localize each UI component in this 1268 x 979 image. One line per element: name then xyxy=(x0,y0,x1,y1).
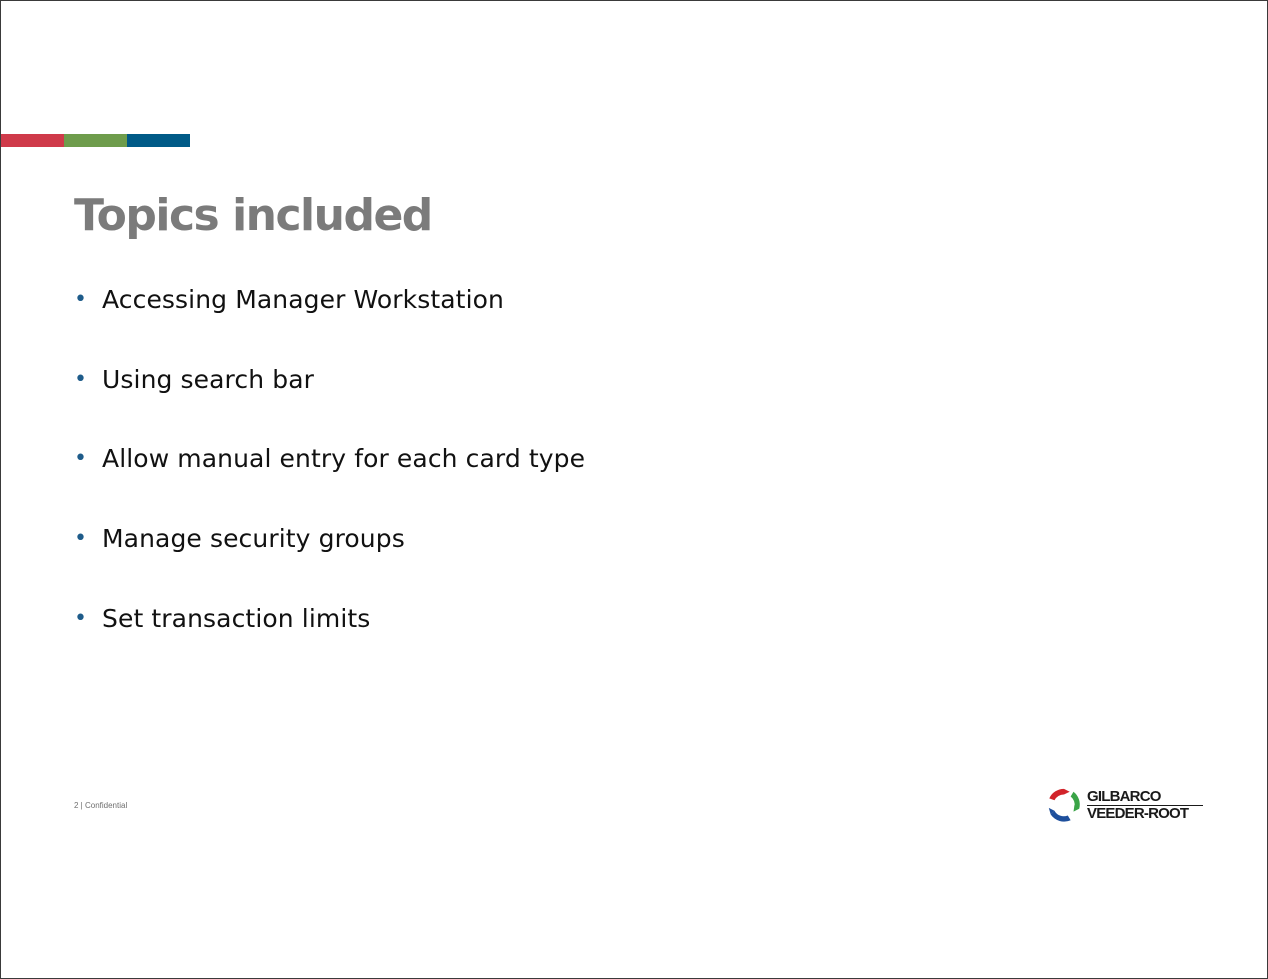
logo-text-veeder-root: VEEDER-ROOT xyxy=(1087,805,1189,822)
bullet-dot-icon: • xyxy=(74,446,87,472)
list-item-text: Manage security groups xyxy=(102,524,405,554)
list-item-text: Set transaction limits xyxy=(102,603,371,633)
bullet-dot-icon: • xyxy=(74,605,87,631)
list-item xyxy=(74,361,585,441)
bullet-dot-icon: • xyxy=(74,526,87,552)
list-item xyxy=(74,520,585,600)
bullet-dot-icon: • xyxy=(74,366,87,392)
accent-segment-blue xyxy=(127,134,190,147)
list-item-text: Allow manual entry for each card type xyxy=(102,444,586,474)
bullet-dot-icon: • xyxy=(74,287,87,312)
topic-list xyxy=(74,281,585,679)
list-item xyxy=(74,600,585,680)
list-item xyxy=(74,440,585,520)
slide-title: Topics included xyxy=(74,190,432,241)
accent-bar xyxy=(1,134,190,147)
list-item xyxy=(74,281,585,361)
accent-segment-red xyxy=(1,134,64,147)
list-item-text: Accessing Manager Workstation xyxy=(102,285,504,314)
accent-segment-green xyxy=(64,134,127,147)
footer-confidential: 2 | Confidential xyxy=(74,801,128,810)
gilbarco-logo-icon xyxy=(1045,786,1083,824)
logo-text-gilbarco: GILBARCO xyxy=(1087,788,1161,805)
gilbarco-logo xyxy=(1045,785,1205,827)
list-item-text: Using search bar xyxy=(102,364,314,394)
